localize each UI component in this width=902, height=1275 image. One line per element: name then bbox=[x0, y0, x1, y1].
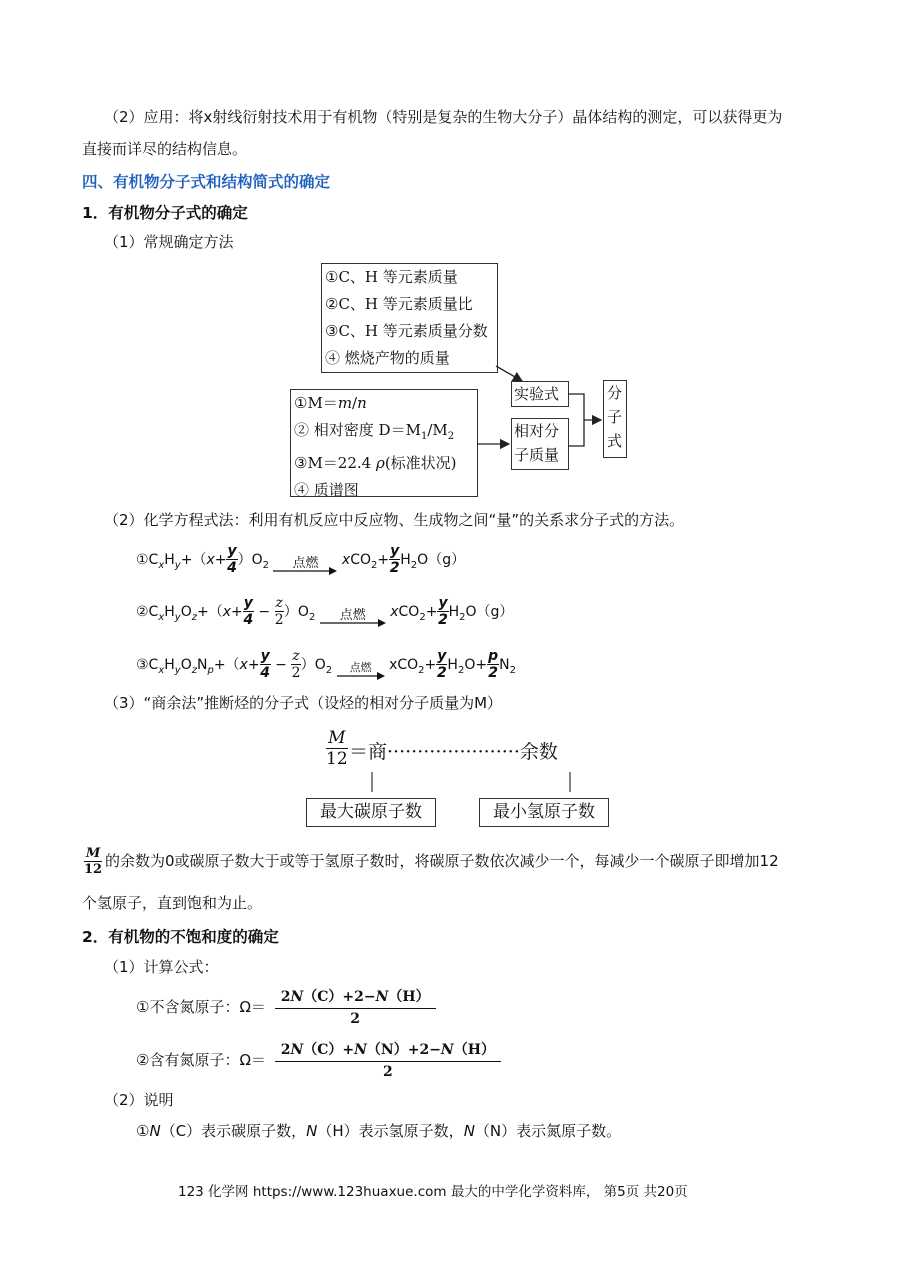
page-footer: 123 化学网 https://www.123huaxue.com 最大的中学化学资料库， 第5页 共20页 bbox=[178, 1184, 688, 1200]
remainder-line-1: 的余数为0或碳原子数大于或等于氢原子数时，将碳原子数依次减少一个，每减少一个碳原子即增加12 bbox=[105, 852, 779, 870]
max-carbon-box: 最大碳原子数 bbox=[306, 798, 436, 827]
min-hydrogen-box: 最小氢原子数 bbox=[479, 798, 609, 827]
box-line: ④ 燃烧产物的质量 bbox=[325, 349, 450, 367]
box-line: ③C、H 等元素质量分数 bbox=[325, 322, 488, 340]
molecular-formula-box: 分 子 式 bbox=[603, 380, 627, 458]
intro-line-2: 直接而详尽的结构信息。 bbox=[82, 140, 248, 158]
box-line: ①C、H 等元素质量 bbox=[325, 268, 458, 286]
unsaturation-formula-2: ②含有氮原子：Ω＝ $\frac{2N(C)+N(N)+2-N(H)}{2}$ bbox=[136, 1039, 501, 1080]
method-1-heading: （1）常规确定方法 bbox=[104, 233, 234, 251]
explain-heading: （2）说明 bbox=[104, 1091, 174, 1109]
inline-m-over-12: M 12 bbox=[84, 846, 103, 877]
section-title: 四、有机物分子式和结构简式的确定 bbox=[82, 173, 331, 191]
method-3-heading: （3）“商余法”推断烃的分子式（设烃的相对分子质量为M） bbox=[104, 694, 503, 712]
quotient-remainder-text: ＝商······················余数 bbox=[349, 741, 558, 763]
box-line: ②C、H 等元素质量比 bbox=[325, 295, 473, 313]
equation-1: $①C_xH_y+(x+$ $\frac{y}{4}$ ）$O_2$ 点燃 xCO$_2$+ $\frac{y}{2}$ $H_2O(g)$ bbox=[136, 543, 466, 576]
equation-3: $③C_xH_yO_zN_p+(x+$ $\frac{y}{4}$ − $\frac{z}{2}$ ）$O_2$ 点燃 xCO$_2$+ $\frac{y}{2}$ $H_2O+$ $\frac{p}{2}$ $N_2$ bbox=[136, 648, 516, 681]
empirical-formula-box: 实验式 bbox=[511, 381, 569, 407]
equation-2: $②C_xH_yO_z+(x+$ $\frac{y}{4}$ − $\frac{z}{2}$ ）$O_2$ 点燃 xCO$_2$+ $\frac{y}{2}$ $H_2O(g)$ bbox=[136, 595, 514, 628]
method-2-heading: （2）化学方程式法：利用有机反应中反应物、生成物之间“量”的关系求分子式的方法。 bbox=[104, 511, 685, 529]
subsection-2-title: 2．有机物的不饱和度的确定 bbox=[82, 928, 279, 946]
explain-line: ①N（C）表示碳原子数，N（H）表示氢原子数，N（N）表示氮原子数。 bbox=[136, 1122, 622, 1140]
box-line: ④ 质谱图 bbox=[294, 481, 359, 499]
remainder-line-2: 个氢原子，直到饱和为止。 bbox=[82, 894, 263, 912]
calc-heading: （1）计算公式： bbox=[104, 958, 219, 976]
unsaturation-formula-1: ①不含氮原子：Ω＝ $\frac{2N(C)+2-N(H)}{2}$ bbox=[136, 986, 436, 1027]
molar-mass-box: ①M＝m/n ② 相对密度 $D=M_1/M_2$ ③M＝22.4 ρ(标准状况) ④ 质谱图 bbox=[290, 389, 478, 497]
subsection-1-title: 1．有机物分子式的确定 bbox=[82, 204, 248, 222]
intro-line-1: （2）应用：将x射线衍射技术用于有机物（特别是复杂的生物大分子）晶体结构的测定，可以获得更为 bbox=[104, 108, 783, 126]
relative-mass-box: 相对分 子质量 bbox=[511, 418, 569, 470]
m-over-12-fraction: M 12 bbox=[326, 728, 348, 769]
